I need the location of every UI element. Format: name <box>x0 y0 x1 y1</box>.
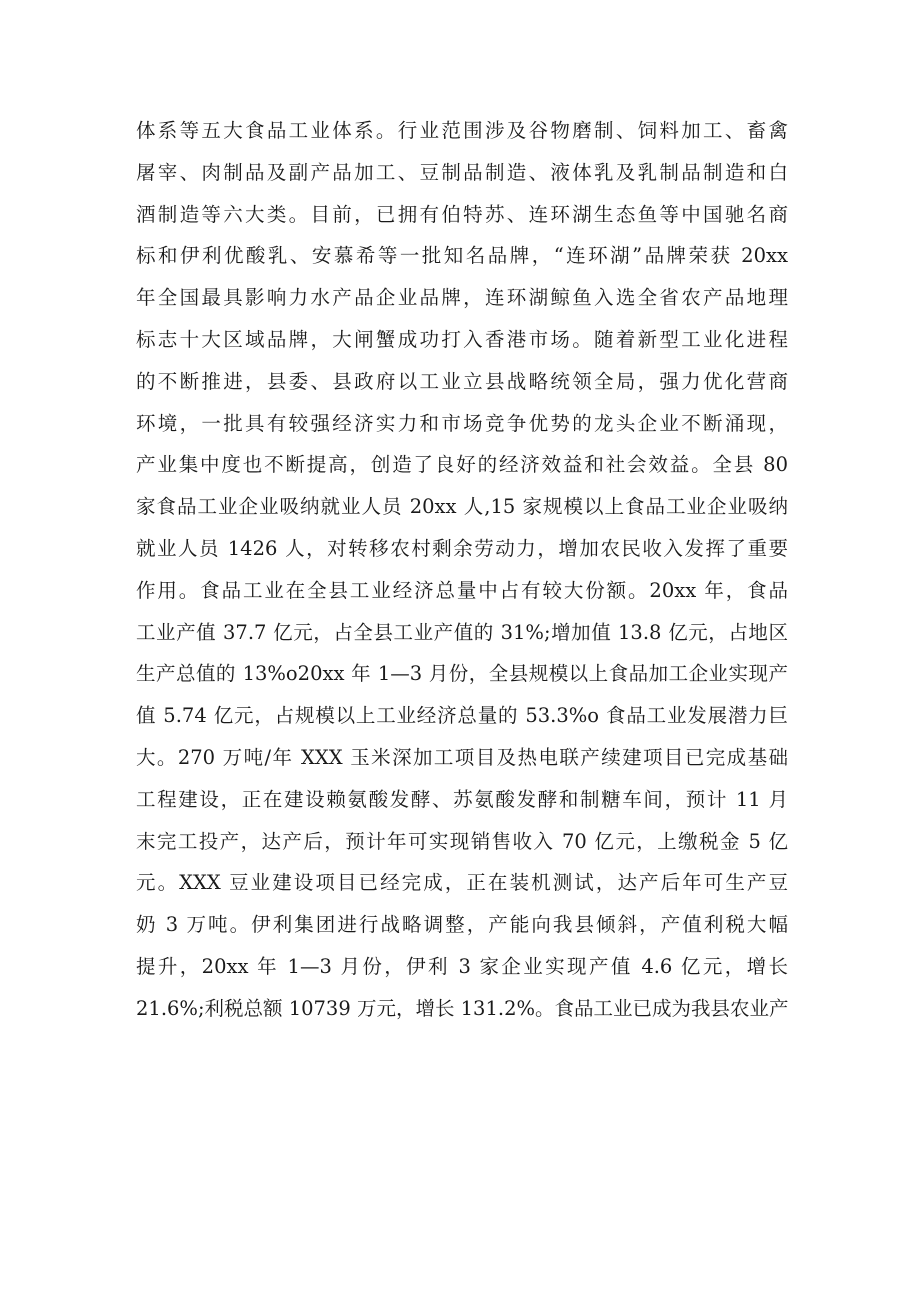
text-line: 工业产值 37.7 亿元，占全县工业产值的 31%;增加值 13.8 亿元，占地区 <box>136 620 788 644</box>
text-line: 环境，一批具有较强经济实力和市场竞争优势的龙头企业不断涌现， <box>136 411 788 435</box>
text-line: 21.6%;利税总额 10739 万元，增长 131.2%。食品工业已成为我县农业产 <box>136 996 788 1020</box>
text-line: 的不断推进，县委、县政府以工业立县战略统领全局，强力优化营商 <box>136 369 788 393</box>
text-line: 标志十大区域品牌，大闸蟹成功打入香港市场。随着新型工业化进程 <box>136 327 788 351</box>
text-line: 值 5.74 亿元，占规模以上工业经济总量的 53.3%o 食品工业发展潜力巨 <box>136 704 788 728</box>
text-line: 作用。食品工业在全县工业经济总量中占有较大份额。20xx 年，食品 <box>136 578 788 602</box>
text-line: 生产总值的 13%o20xx 年 1—3 月份，全县规模以上食品加工企业实现产 <box>136 662 788 686</box>
text-line: 大。270 万吨/年 XXX 玉米深加工项目及热电联产续建项目已完成基础 <box>136 745 788 769</box>
text-line: 元。XXX 豆业建设项目已经完成，正在装机测试，达产后年可生产豆 <box>136 871 788 895</box>
text-line: 酒制造等六大类。目前，已拥有伯特苏、连环湖生态鱼等中国驰名商 <box>136 202 788 226</box>
text-line: 奶 3 万吨。伊利集团进行战略调整，产能向我县倾斜，产值利税大幅 <box>136 913 788 937</box>
text-line: 屠宰、肉制品及副产品加工、豆制品制造、液体乳及乳制品制造和白 <box>136 160 788 184</box>
text-line: 家食品工业企业吸纳就业人员 20xx 人,15 家规模以上食品工业企业吸纳 <box>136 495 788 519</box>
text-line: 末完工投产，达产后，预计年可实现销售收入 70 亿元，上缴税金 5 亿 <box>136 829 788 853</box>
body-paragraph <box>136 110 788 1030</box>
text-line: 工程建设，正在建设赖氨酸发酵、苏氨酸发酵和制糖车间，预计 11 月 <box>136 787 788 811</box>
text-line: 体系等五大食品工业体系。行业范围涉及谷物磨制、饲料加工、畜禽 <box>136 119 788 142</box>
text-line: 年全国最具影响力水产品企业品牌，连环湖鲸鱼入选全省农产品地理 <box>136 286 788 310</box>
text-line: 标和伊利优酸乳、安慕希等一批知名品牌，“连环湖”品牌荣获 20xx <box>136 244 788 268</box>
text-line: 就业人员 1426 人，对转移农村剩余劳动力，增加农民收入发挥了重要 <box>136 536 788 560</box>
text-line: 产业集中度也不断提高，创造了良好的经济效益和社会效益。全县 80 <box>136 453 788 477</box>
text-line: 提升，20xx 年 1—3 月份，伊利 3 家企业实现产值 4.6 亿元，增长 <box>136 954 788 978</box>
